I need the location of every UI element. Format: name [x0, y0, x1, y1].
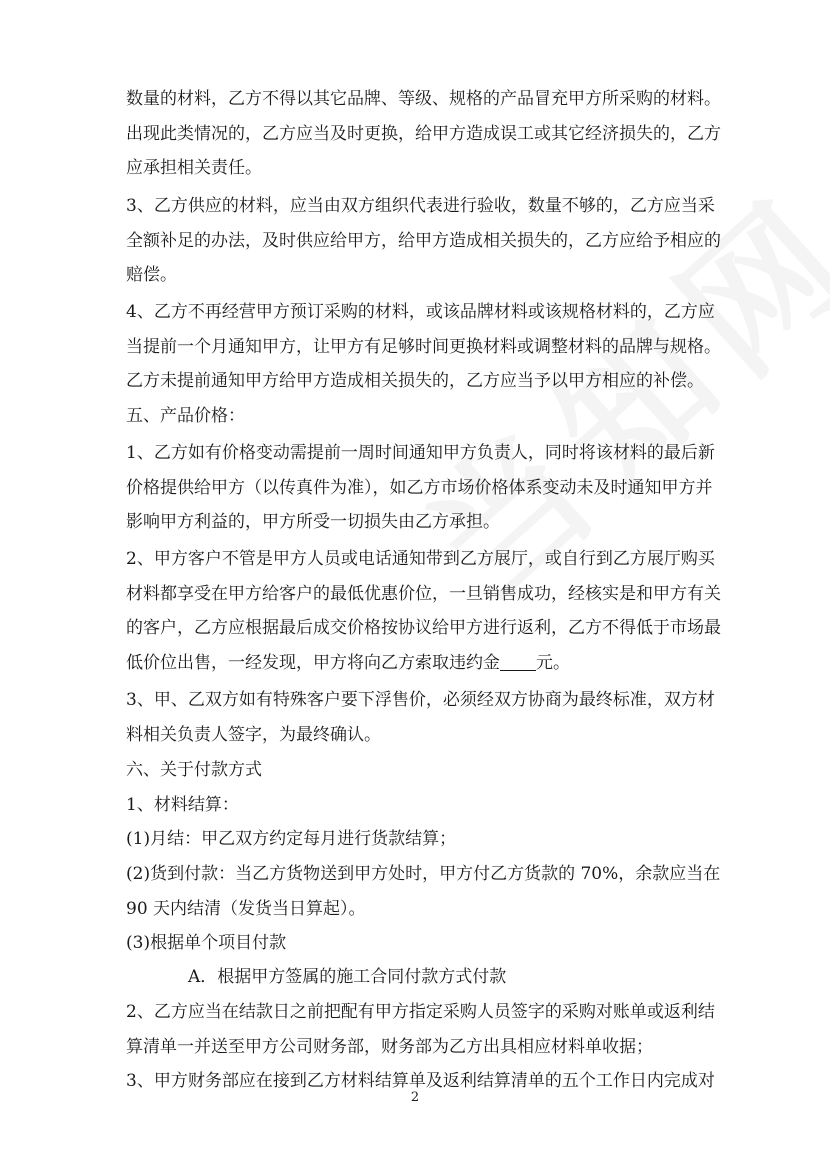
paragraph-continuation — [126, 82, 721, 186]
text-line: 3、甲、乙双方如有特殊客户要下浮售价，必须经双方协商为最终标准，双方材 — [126, 690, 715, 710]
text-line: 2、甲方客户不管是甲方人员或电话通知带到乙方展厅，或自行到乙方展厅购买 — [126, 549, 715, 569]
text-line: 4、乙方不再经营甲方预订采购的材料，或该品牌材料或该规格材料的，乙方应 — [126, 302, 715, 322]
text-line: 数量的材料，乙方不得以其它品牌、等级、规格的产品冒充甲方所采购的材料。 — [126, 89, 721, 109]
paragraph-item-3 — [126, 189, 721, 293]
text-line: 应承担相关责任。 — [126, 158, 262, 178]
text-line: 90 天内结清（发货当日算起）。 — [126, 898, 366, 919]
text-line: 3、乙方供应的材料，应当由双方组织代表进行验收，数量不够的，乙方应当采 — [126, 196, 715, 216]
text-line: 3、甲方财务部应在接到乙方材料结算单及返利结算清单的五个工作日内完成对 — [126, 1071, 715, 1091]
text-line: (3)根据单个项目付款 — [126, 933, 287, 953]
text-line: (1)月结：甲乙双方约定每月进行货款结算； — [126, 829, 457, 849]
text-line: 出现此类情况的，乙方应当及时更换，给甲方造成误工或其它经济损失的，乙方 — [126, 123, 721, 144]
text-line: 料相关负责人签字，为最终确认。 — [126, 724, 381, 745]
paragraph-pay-2 — [126, 995, 716, 1064]
paragraph-pay-1 — [126, 788, 716, 823]
text-line: 价格提供给甲方（以传真件为准），如乙方市场价格体系变动未及时通知甲方并 — [126, 477, 713, 498]
heading-text: 六、关于付款方式 — [126, 760, 262, 780]
text-line-with-blank — [126, 646, 716, 681]
text-line: 1、材料结算： — [126, 795, 239, 815]
amount-blank — [500, 650, 536, 671]
text-segment: 元。 — [536, 652, 570, 673]
text-line: 的客户，乙方应根据最后成交价格按协议给甲方进行返利，乙方不得低于市场最 — [126, 618, 721, 638]
heading-text: 五、产品价格： — [126, 406, 245, 426]
paragraph-pay-1-3 — [126, 926, 716, 961]
section-heading-payment — [126, 753, 716, 788]
text-line: 当提前一个月通知甲方，让甲方有足够时间更换材料或调整材料的品牌与规格。 — [126, 336, 721, 357]
text-line: 赔偿。 — [126, 265, 177, 285]
paragraph-item-4 — [126, 295, 721, 399]
paragraph-price-1 — [126, 436, 716, 540]
text-line: 1、乙方如有价格变动需提前一周时间通知甲方负责人，同时将该材料的最后新 — [126, 443, 715, 463]
page-number: 2 — [410, 1090, 420, 1105]
text-segment: 低价位出售，一经发现，甲方将向乙方索取违约金 — [126, 652, 500, 673]
paragraph-pay-1-1 — [126, 822, 716, 857]
text-line: 算清单一并送至甲方公司财务部，财务部为乙方出具相应材料单收据； — [126, 1036, 653, 1057]
text-line: 影响甲方利益的，甲方所受一切损失由乙方承担。 — [126, 512, 500, 532]
text-line: (2)货到付款：当乙方货物送到甲方处时，甲方付乙方货款的 70%，余款应当在 — [126, 864, 721, 884]
paragraph-price-3 — [126, 683, 716, 752]
text-line: 乙方未提前通知甲方给甲方造成相关损失的，乙方应当予以甲方相应的补偿。 — [126, 371, 704, 391]
paragraph-price-2 — [126, 542, 721, 680]
text-line: 材料都享受在甲方给客户的最低优惠价位，一旦销售成功，经核实是和甲方有关 — [126, 583, 721, 604]
text-line: A．根据甲方签属的施工合同付款方式付款 — [188, 967, 507, 987]
section-heading-product-price — [126, 399, 716, 434]
text-line: 2、乙方应当在结款日之前把配有甲方指定采购人员签字的采购对账单或返利结 — [126, 1002, 715, 1022]
paragraph-pay-1-2 — [126, 857, 721, 926]
text-line: 全额补足的办法，及时供应给甲方，给甲方造成相关损失的，乙方应给予相应的 — [126, 230, 721, 251]
paragraph-pay-1-3-a — [188, 960, 778, 995]
